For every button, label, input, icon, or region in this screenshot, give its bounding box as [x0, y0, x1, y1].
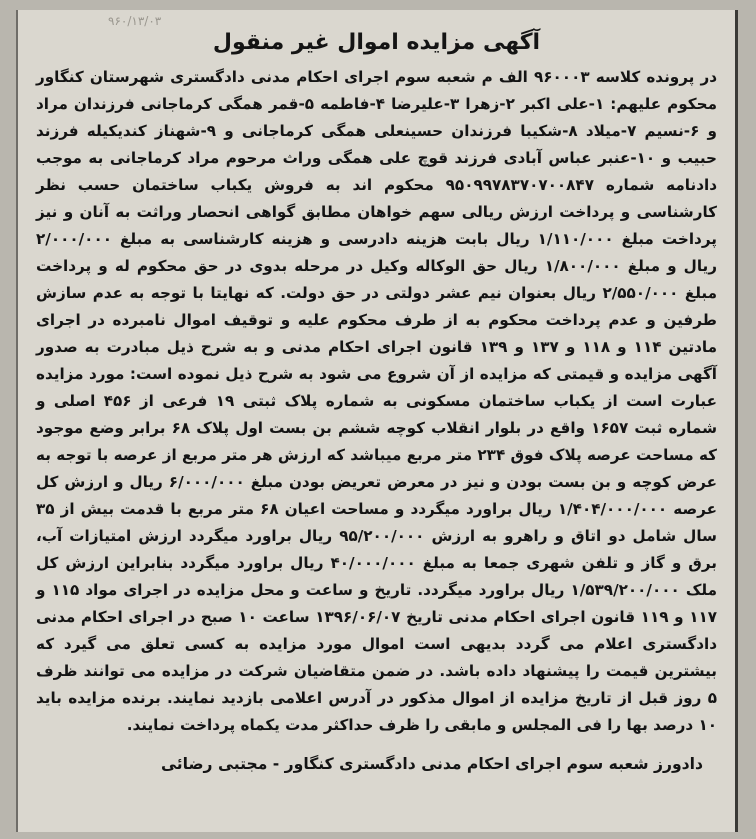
notice-body: در پرونده کلاسه ۹۶۰۰۰۳ الف م شعبه سوم اجرای احکام مدنی دادگستری شهرستان کنگاور محکوم علیهم: ۱-علی اکبر ۲-زهرا ۳-علیرضا ۴-فاطمه ۵-قمر همگی کرماجانی فرزندان مراد و ۶-نسیم ۷-میلاد ۸-شکیبا فرزندان حسینعلی همگی کرماجانی و ۹-شهناز کندیکیله فرزند حبیب و ۱۰-عنبر عباس آبادی فرزند قوچ علی همگی وراث مرحوم مراد کرماجانی به موجب دادنامه شماره ۹۵۰۹۹۷۸۳۷۰۷۰۰۸۴۷ محکوم اند به فروش یکباب ساختمان حسب نظر کارشناسی و پرداخت ارزش ریالی سهم خواهان مطابق گواهی انحصار وراثت به آنان و نیز پرداخت مبلغ ۱/۱۱۰/۰۰۰ ریال بابت هزینه دادرسی و هزینه کارشناسی به مبلغ ۲/۰۰۰/۰۰۰ ریال و مبلغ ۱/۸۰۰/۰۰۰ ریال حق الوکاله وکیل در مرحله بدوی در حق محکوم له و پرداخت مبلغ ۲/۵۵۰/۰۰۰ ریال بعنوان نیم عشر دولتی در حق دولت. که نهایتا با توجه به عدم سازش طرفین و عدم پرداخت محکوم به از طرف محکوم علیه و توقیف اموال نامبرده در اجرای مادتین ۱۱۴ و ۱۱۸ و ۱۳۷ و ۱۳۹ قانون اجرای احکام مدنی و به شرح ذیل مبادرت به صدور آگهی مزایده و قیمتی که مزایده از آن شروع می شود به شرح ذیل نموده است: مورد مزایده عبارت است از یکباب ساختمان مسکونی به شماره پلاک ثبتی ۱۹ فرعی از ۴۵۶ اصلی و شماره ثبت ۱۶۵۷ واقع در بلوار انقلاب کوچه ششم بن بست اول پلاک ۶۸ برابر وضع موجود که مساحت عرصه پلاک فوق ۲۳۴ متر مربع میباشد که ارزش هر متر مربع از عرصه با توجه به عرض کوچه و بن بست بودن و نیز در معرض تعریض بودن مبلغ ۶/۰۰۰/۰۰۰ ریال و ارزش کل عرصه ۱/۴۰۴/۰۰۰/۰۰۰ ریال براورد میگردد و مساحت اعیان ۶۸ متر مربع با قدمت بیش از ۳۵ سال شامل دو اتاق و راهرو به ارزش ۹۵/۲۰۰/۰۰۰ ریال براورد میگردد ارزش امتیازات آب، برق و گاز و تلفن شهری جمعا به مبلغ ۴۰/۰۰۰/۰۰۰ ریال براورد میگردد بنابراین ارزش کل ملک ۱/۵۳۹/۲۰۰/۰۰۰ ریال براورد میگردد. تاریخ و ساعت و محل مزایده در اجرای مواد ۱۱۵ و ۱۱۷ و ۱۱۹ قانون اجرای احکام مدنی تاریخ ۱۳۹۶/۰۶/۰۷ ساعت ۱۰ صبح در اجرای احکام مدنی دادگستری اعلام می گردد بدیهی است اموال مورد مزایده به کسی تعلق می گیرد که بیشترین قیمت را پیشنهاد داده باشد. در ضمن متقاضیان شرکت در مزایده می توانند ظرف ۵ روز قبل از تاریخ مزایده از اموال مذکور در آدرس اعلامی بازدید نمایند. برنده مزایده باید ۱۰ درصد بها را فی المجلس و مابقی را ظرف حداکثر مدت یکماه پرداخت نمایند.: [36, 68, 718, 734]
notice-paper: [16, 10, 738, 832]
notice-signature: دادورز شعبه سوم اجرای احکام مدنی دادگستری کنگاور - مجتبی رضائی: [160, 755, 703, 773]
top-stamp: ۹۶۰/۱۳/۰۳: [108, 14, 162, 28]
notice-title: آگهی مزایده اموال غیر منقول: [212, 30, 541, 55]
